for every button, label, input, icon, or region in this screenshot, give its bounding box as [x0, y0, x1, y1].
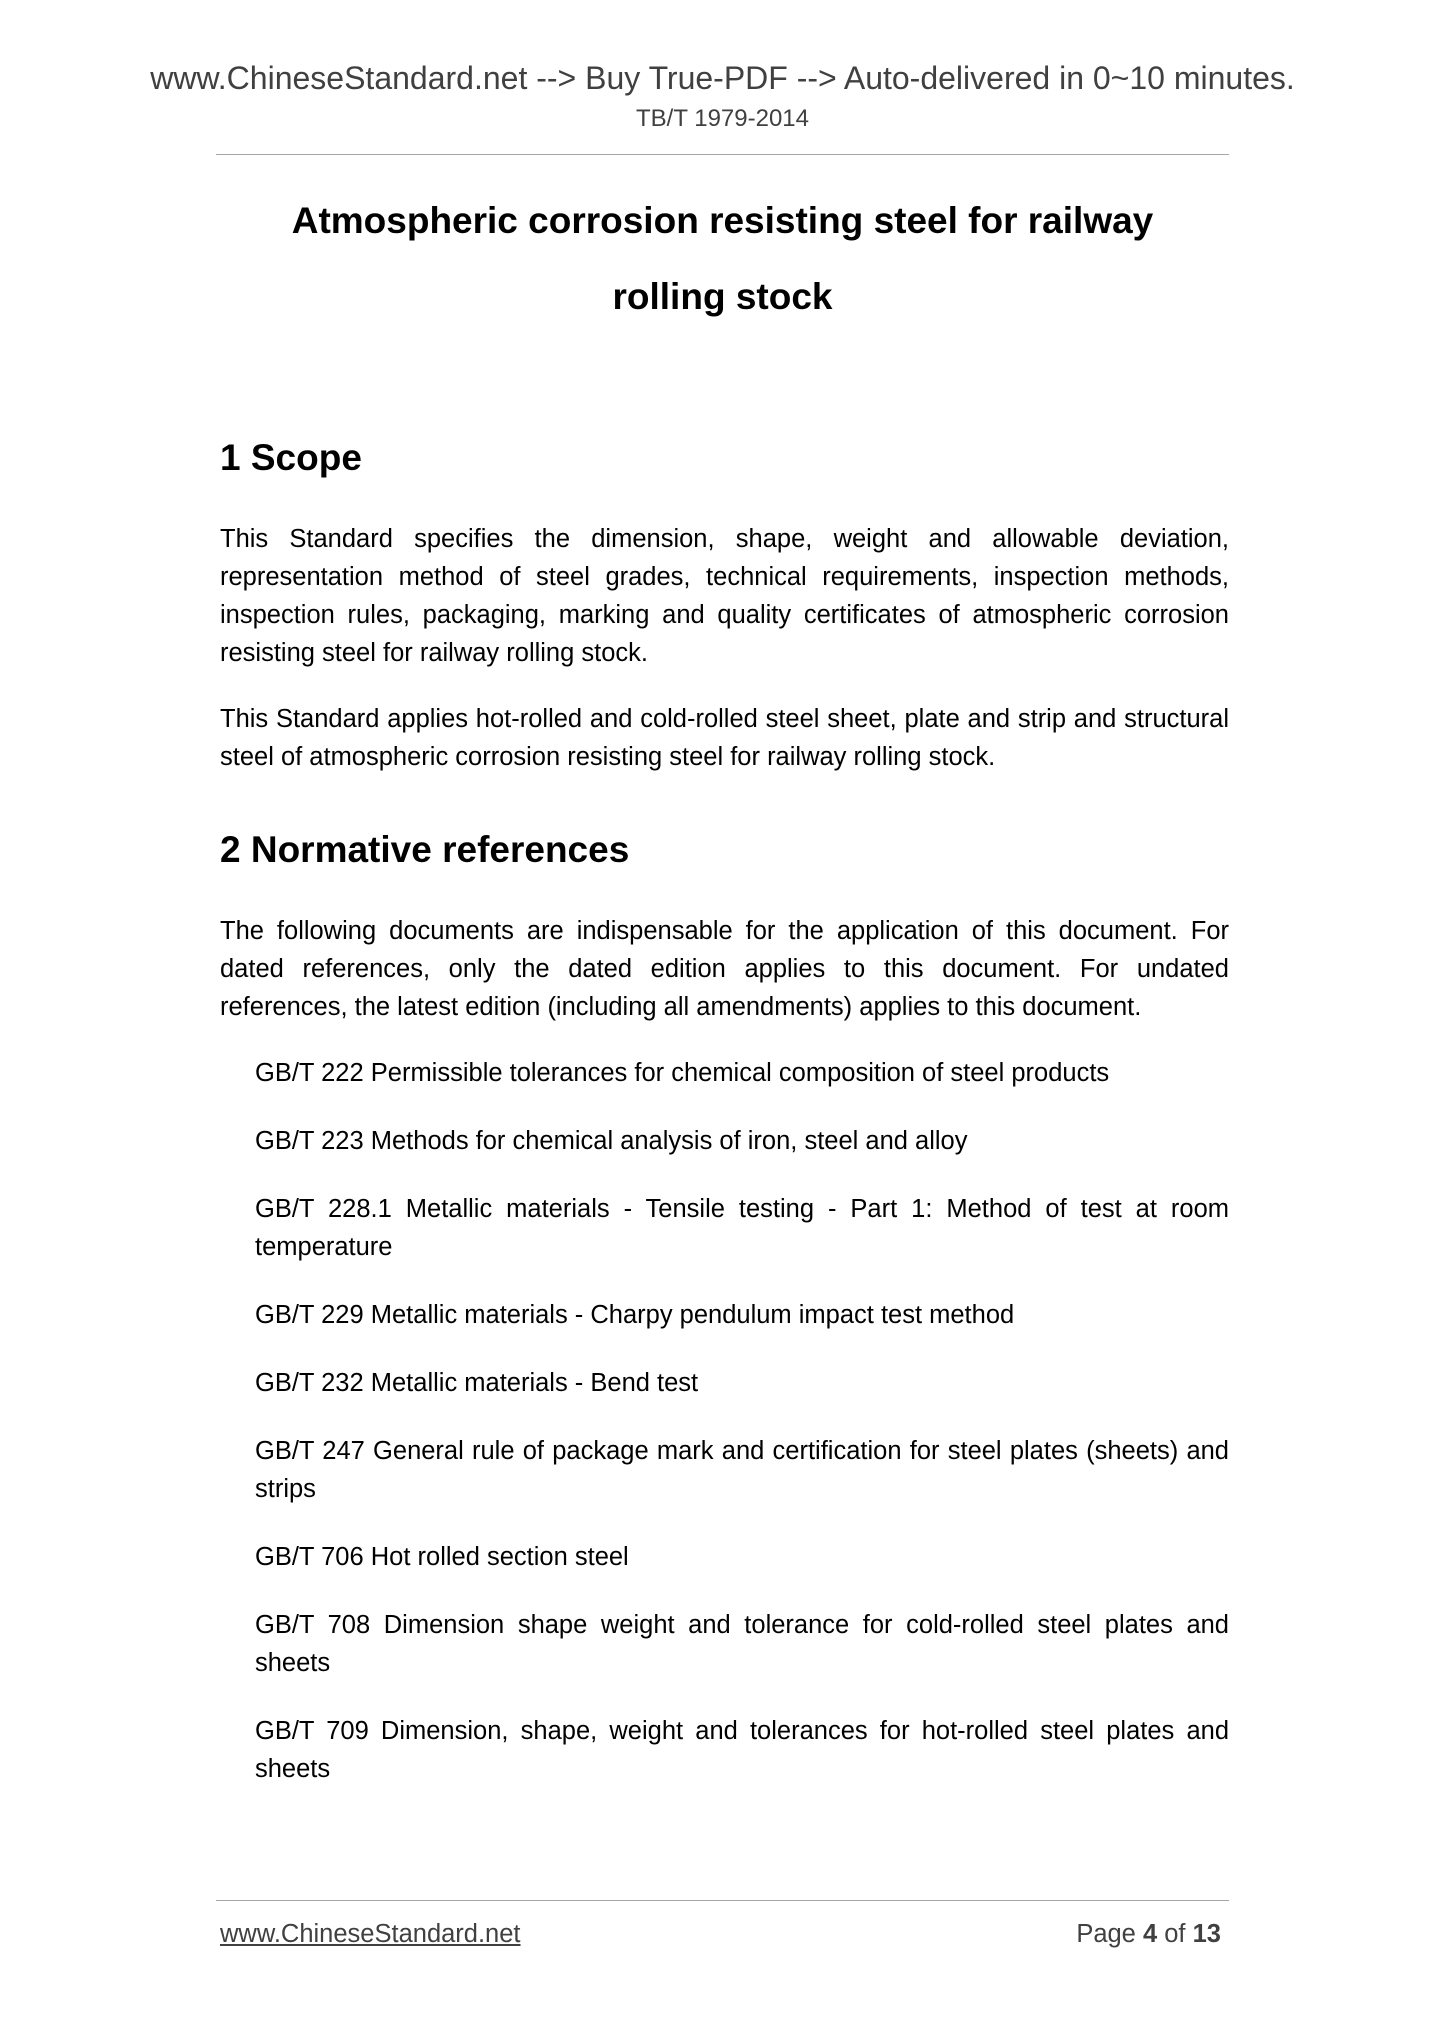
reference-item: GB/T 708 Dimension shape weight and tolerance for cold-rolled steel plates and sheets	[255, 1611, 1229, 1677]
reference-item: GB/T 247 General rule of package mark and certification for steel plates (sheets) and strips	[255, 1437, 1229, 1503]
header-divider	[216, 154, 1229, 155]
page-of-label: of	[1164, 1920, 1186, 1948]
scope-paragraph: This Standard applies hot-rolled and cold-rolled steel sheet, plate and strip and structural steel of atmospheric corrosion resisting steel for railway rolling stock.	[220, 705, 1229, 771]
reference-item: GB/T 223 Methods for chemical analysis of iron, steel and alloy	[255, 1127, 968, 1155]
page-indicator	[1076, 1918, 1221, 1950]
reference-item: GB/T 706 Hot rolled section steel	[255, 1543, 629, 1571]
reference-item: GB/T 222 Permissible tolerances for chemical composition of steel products	[255, 1059, 1110, 1087]
document-id: TB/T 1979-2014	[635, 105, 809, 132]
reference-item: GB/T 229 Metallic materials - Charpy pendulum impact test method	[255, 1301, 1015, 1329]
reference-item: GB/T 232 Metallic materials - Bend test	[255, 1369, 699, 1397]
document-title-line-2: rolling stock	[612, 276, 833, 317]
document-title-line-1: Atmospheric corrosion resisting steel for railway	[291, 200, 1154, 241]
section-heading-scope: 1 Scope	[220, 437, 362, 478]
section-heading-normative-references: 2 Normative references	[220, 829, 630, 870]
reference-list	[220, 1054, 1229, 1788]
header-banner: www.ChineseStandard.net --> Buy True-PDF --> Auto-delivered in 0~10 minutes.	[150, 60, 1295, 96]
normative-intro-paragraph: The following documents are indispensable for the application of this document. For dated references, only the dated edition applies to this document. For undated references, the latest edition (including all amendments) applies to this document.	[220, 917, 1229, 1021]
scope-paragraph: This Standard specifies the dimension, shape, weight and allowable deviation, representation method of steel grades, technical requirements, inspection methods, inspection rules, packaging, marking and quality certificates of atmospheric corrosion resisting steel for railway rolling stock.	[220, 525, 1229, 667]
footer-divider	[216, 1900, 1229, 1901]
page-total: 13	[1192, 1920, 1221, 1948]
page-current: 4	[1142, 1920, 1158, 1948]
document-body	[220, 436, 1229, 1818]
reference-item: GB/T 228.1 Metallic materials - Tensile testing - Part 1: Method of test at room temperature	[255, 1195, 1229, 1261]
reference-item: GB/T 709 Dimension, shape, weight and tolerances for hot-rolled steel plates and sheets	[255, 1717, 1229, 1783]
footer-website-link[interactable]: www.ChineseStandard.net	[220, 1920, 521, 1948]
document-title	[216, 183, 1229, 335]
page-label: Page	[1076, 1920, 1136, 1948]
